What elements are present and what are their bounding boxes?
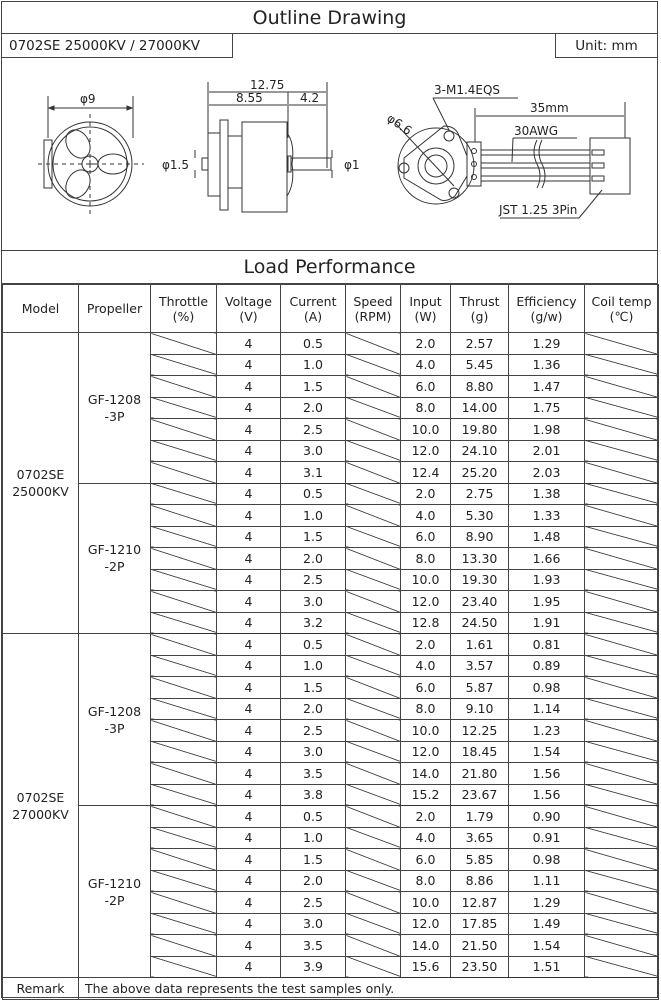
current-cell: 1.0 (281, 827, 346, 849)
speed-cell-empty (346, 548, 401, 570)
input-cell: 14.0 (401, 763, 451, 785)
efficiency-cell: 1.23 (509, 720, 585, 742)
input-cell: 4.0 (401, 354, 451, 376)
voltage-cell: 4 (217, 376, 281, 398)
input-cell: 10.0 (401, 892, 451, 914)
voltage-cell: 4 (217, 655, 281, 677)
efficiency-cell: 1.47 (509, 376, 585, 398)
outline-drawing-title: Outline Drawing (2, 2, 657, 34)
thrust-cell: 3.57 (451, 655, 509, 677)
speed-cell-empty (346, 784, 401, 806)
coil-temp-cell-empty (585, 354, 659, 376)
voltage-cell: 4 (217, 956, 281, 978)
efficiency-cell: 1.29 (509, 333, 585, 355)
voltage-cell: 4 (217, 698, 281, 720)
voltage-cell: 4 (217, 333, 281, 355)
current-cell: 2.0 (281, 698, 346, 720)
efficiency-cell: 0.98 (509, 849, 585, 871)
voltage-cell: 4 (217, 483, 281, 505)
current-cell: 0.5 (281, 634, 346, 656)
input-cell: 12.0 (401, 440, 451, 462)
speed-cell-empty (346, 419, 401, 441)
input-cell: 14.0 (401, 935, 451, 957)
voltage-cell: 4 (217, 397, 281, 419)
efficiency-cell: 1.75 (509, 397, 585, 419)
speed-cell-empty (346, 591, 401, 613)
voltage-cell: 4 (217, 849, 281, 871)
speed-cell-empty (346, 440, 401, 462)
throttle-cell-empty (151, 913, 217, 935)
col-model: Model (3, 285, 79, 333)
remark-label: Remark (3, 978, 79, 1000)
current-cell: 1.5 (281, 376, 346, 398)
speed-cell-empty (346, 956, 401, 978)
thrust-cell: 5.30 (451, 505, 509, 527)
thrust-cell: 8.80 (451, 376, 509, 398)
speed-cell-empty (346, 892, 401, 914)
throttle-cell-empty (151, 806, 217, 828)
input-cell: 15.2 (401, 784, 451, 806)
thrust-cell: 13.30 (451, 548, 509, 570)
input-cell: 8.0 (401, 698, 451, 720)
table-body (3, 333, 659, 978)
thrust-cell: 18.45 (451, 741, 509, 763)
col-voltage: Voltage (V) (217, 285, 281, 333)
coil-temp-cell-empty (585, 741, 659, 763)
thrust-cell: 1.61 (451, 634, 509, 656)
coil-temp-cell-empty (585, 376, 659, 398)
thrust-cell: 5.45 (451, 354, 509, 376)
current-cell: 1.5 (281, 677, 346, 699)
efficiency-cell: 1.49 (509, 913, 585, 935)
speed-cell-empty (346, 655, 401, 677)
efficiency-cell: 0.89 (509, 655, 585, 677)
thrust-cell: 5.85 (451, 849, 509, 871)
propeller-cell: GF-1210 -2P (79, 483, 151, 634)
load-performance-title: Load Performance (2, 250, 657, 284)
throttle-cell-empty (151, 397, 217, 419)
remark-row (3, 978, 659, 1000)
thrust-cell: 24.50 (451, 612, 509, 634)
col-input: Input (W) (401, 285, 451, 333)
speed-cell-empty (346, 870, 401, 892)
throttle-cell-empty (151, 548, 217, 570)
input-cell: 6.0 (401, 849, 451, 871)
efficiency-cell: 1.66 (509, 548, 585, 570)
current-cell: 3.0 (281, 591, 346, 613)
overall-length-label: 12.75 (250, 78, 285, 92)
thrust-cell: 12.25 (451, 720, 509, 742)
voltage-cell: 4 (217, 763, 281, 785)
voltage-cell: 4 (217, 806, 281, 828)
col-thrust: Thrust (g) (451, 285, 509, 333)
thrust-cell: 23.40 (451, 591, 509, 613)
voltage-cell: 4 (217, 591, 281, 613)
thrust-cell: 3.65 (451, 827, 509, 849)
current-cell: 3.0 (281, 440, 346, 462)
cable-length-label: 35mm (530, 101, 569, 115)
efficiency-cell: 2.01 (509, 440, 585, 462)
throttle-cell-empty (151, 892, 217, 914)
base-diameter-label: φ1.5 (162, 158, 189, 172)
throttle-cell-empty (151, 376, 217, 398)
current-cell: 2.5 (281, 419, 346, 441)
current-cell: 2.0 (281, 548, 346, 570)
input-cell: 12.0 (401, 591, 451, 613)
coil-temp-cell-empty (585, 569, 659, 591)
thrust-cell: 9.10 (451, 698, 509, 720)
table-header-row (3, 285, 659, 333)
thrust-cell: 2.75 (451, 483, 509, 505)
throttle-cell-empty (151, 505, 217, 527)
input-cell: 8.0 (401, 548, 451, 570)
current-cell: 3.0 (281, 741, 346, 763)
speed-cell-empty (346, 806, 401, 828)
efficiency-cell: 2.03 (509, 462, 585, 484)
table-row (3, 806, 659, 828)
speed-cell-empty (346, 849, 401, 871)
efficiency-cell: 1.38 (509, 483, 585, 505)
voltage-cell: 4 (217, 548, 281, 570)
throttle-cell-empty (151, 720, 217, 742)
current-cell: 2.5 (281, 569, 346, 591)
efficiency-cell: 1.56 (509, 763, 585, 785)
efficiency-cell: 1.54 (509, 741, 585, 763)
input-cell: 4.0 (401, 655, 451, 677)
efficiency-cell: 0.90 (509, 806, 585, 828)
mount-diameter-label: φ6.6 (384, 110, 415, 138)
thrust-cell: 8.86 (451, 870, 509, 892)
throttle-cell-empty (151, 698, 217, 720)
input-cell: 2.0 (401, 483, 451, 505)
shaft-length-label: 4.2 (300, 91, 320, 105)
input-cell: 8.0 (401, 397, 451, 419)
input-cell: 2.0 (401, 333, 451, 355)
throttle-cell-empty (151, 935, 217, 957)
input-cell: 12.4 (401, 462, 451, 484)
current-cell: 3.2 (281, 612, 346, 634)
input-cell: 12.0 (401, 913, 451, 935)
throttle-cell-empty (151, 677, 217, 699)
throttle-cell-empty (151, 763, 217, 785)
voltage-cell: 4 (217, 354, 281, 376)
current-cell: 1.0 (281, 354, 346, 376)
voltage-cell: 4 (217, 784, 281, 806)
current-cell: 3.1 (281, 462, 346, 484)
input-cell: 8.0 (401, 870, 451, 892)
thrust-cell: 23.67 (451, 784, 509, 806)
efficiency-cell: 1.48 (509, 526, 585, 548)
speed-cell-empty (346, 354, 401, 376)
body-length-label: 8.55 (236, 91, 263, 105)
speed-cell-empty (346, 741, 401, 763)
coil-temp-cell-empty (585, 913, 659, 935)
voltage-cell: 4 (217, 569, 281, 591)
current-cell: 3.8 (281, 784, 346, 806)
thrust-cell: 5.87 (451, 677, 509, 699)
wire-gauge-label: 30AWG (514, 124, 558, 138)
thrust-cell: 25.20 (451, 462, 509, 484)
current-cell: 0.5 (281, 806, 346, 828)
current-cell: 3.5 (281, 935, 346, 957)
throttle-cell-empty (151, 526, 217, 548)
speed-cell-empty (346, 462, 401, 484)
coil-temp-cell-empty (585, 720, 659, 742)
col-current: Current (A) (281, 285, 346, 333)
voltage-cell: 4 (217, 720, 281, 742)
current-cell: 0.5 (281, 483, 346, 505)
input-cell: 10.0 (401, 720, 451, 742)
current-cell: 3.0 (281, 913, 346, 935)
voltage-cell: 4 (217, 526, 281, 548)
throttle-cell-empty (151, 634, 217, 656)
efficiency-cell: 1.11 (509, 870, 585, 892)
rear-view-icon (396, 98, 630, 218)
coil-temp-cell-empty (585, 806, 659, 828)
throttle-cell-empty (151, 849, 217, 871)
voltage-cell: 4 (217, 419, 281, 441)
efficiency-cell: 1.93 (509, 569, 585, 591)
remark-text: The above data represents the test samples only. (79, 978, 659, 1000)
propeller-cell: GF-1208 -3P (79, 634, 151, 806)
speed-cell-empty (346, 483, 401, 505)
throttle-cell-empty (151, 784, 217, 806)
spec-sheet (1, 1, 658, 998)
thrust-cell: 21.50 (451, 935, 509, 957)
thrust-cell: 12.87 (451, 892, 509, 914)
coil-temp-cell-empty (585, 505, 659, 527)
coil-temp-cell-empty (585, 333, 659, 355)
propeller-cell: GF-1208 -3P (79, 333, 151, 484)
input-cell: 2.0 (401, 634, 451, 656)
speed-cell-empty (346, 913, 401, 935)
throttle-cell-empty (151, 956, 217, 978)
thrust-cell: 23.50 (451, 956, 509, 978)
input-cell: 6.0 (401, 376, 451, 398)
voltage-cell: 4 (217, 634, 281, 656)
current-cell: 1.5 (281, 849, 346, 871)
voltage-cell: 4 (217, 677, 281, 699)
coil-temp-cell-empty (585, 548, 659, 570)
coil-temp-cell-empty (585, 612, 659, 634)
efficiency-cell: 0.91 (509, 827, 585, 849)
throttle-cell-empty (151, 569, 217, 591)
efficiency-cell: 1.98 (509, 419, 585, 441)
thrust-cell: 14.00 (451, 397, 509, 419)
thrust-cell: 24.10 (451, 440, 509, 462)
speed-cell-empty (346, 569, 401, 591)
coil-temp-cell-empty (585, 935, 659, 957)
efficiency-cell: 1.36 (509, 354, 585, 376)
current-cell: 3.5 (281, 763, 346, 785)
coil-temp-cell-empty (585, 784, 659, 806)
current-cell: 2.0 (281, 397, 346, 419)
coil-temp-cell-empty (585, 827, 659, 849)
current-cell: 0.5 (281, 333, 346, 355)
voltage-cell: 4 (217, 827, 281, 849)
voltage-cell: 4 (217, 462, 281, 484)
current-cell: 1.5 (281, 526, 346, 548)
shaft-diameter-label: φ1 (344, 158, 360, 172)
col-propeller: Propeller (79, 285, 151, 333)
voltage-cell: 4 (217, 870, 281, 892)
throttle-cell-empty (151, 827, 217, 849)
voltage-cell: 4 (217, 892, 281, 914)
front-view-icon (38, 96, 144, 218)
current-cell: 2.5 (281, 720, 346, 742)
motor-drawing-svg (2, 58, 658, 251)
voltage-cell: 4 (217, 505, 281, 527)
speed-cell-empty (346, 677, 401, 699)
input-cell: 2.0 (401, 806, 451, 828)
unit-label: Unit: mm (555, 34, 657, 58)
voltage-cell: 4 (217, 612, 281, 634)
coil-temp-cell-empty (585, 397, 659, 419)
current-cell: 1.0 (281, 655, 346, 677)
col-efficiency: Efficiency (g/w) (509, 285, 585, 333)
speed-cell-empty (346, 698, 401, 720)
efficiency-cell: 1.51 (509, 956, 585, 978)
input-cell: 6.0 (401, 677, 451, 699)
efficiency-cell: 0.98 (509, 677, 585, 699)
coil-temp-cell-empty (585, 892, 659, 914)
model-label: 0702SE 25000KV / 27000KV (2, 34, 233, 58)
throttle-cell-empty (151, 612, 217, 634)
input-cell: 6.0 (401, 526, 451, 548)
speed-cell-empty (346, 720, 401, 742)
coil-temp-cell-empty (585, 483, 659, 505)
current-cell: 1.0 (281, 505, 346, 527)
col-speed: Speed (RPM) (346, 285, 401, 333)
speed-cell-empty (346, 333, 401, 355)
speed-cell-empty (346, 505, 401, 527)
throttle-cell-empty (151, 462, 217, 484)
speed-cell-empty (346, 827, 401, 849)
speed-cell-empty (346, 612, 401, 634)
throttle-cell-empty (151, 419, 217, 441)
table-row (3, 333, 659, 355)
input-cell: 12.8 (401, 612, 451, 634)
throttle-cell-empty (151, 870, 217, 892)
speed-cell-empty (346, 376, 401, 398)
col-throttle: Throttle (%) (151, 285, 217, 333)
propeller-cell: GF-1210 -2P (79, 806, 151, 978)
connector-label: JST 1.25 3Pin (499, 203, 578, 217)
speed-cell-empty (346, 397, 401, 419)
throttle-cell-empty (151, 333, 217, 355)
speed-cell-empty (346, 634, 401, 656)
input-cell: 10.0 (401, 419, 451, 441)
efficiency-cell: 1.54 (509, 935, 585, 957)
coil-temp-cell-empty (585, 526, 659, 548)
model-cell: 0702SE 27000KV (3, 634, 79, 978)
table-row (3, 483, 659, 505)
efficiency-cell: 1.91 (509, 612, 585, 634)
efficiency-cell: 1.29 (509, 892, 585, 914)
voltage-cell: 4 (217, 741, 281, 763)
current-cell: 2.5 (281, 892, 346, 914)
load-performance-table (2, 284, 659, 1000)
voltage-cell: 4 (217, 935, 281, 957)
coil-temp-cell-empty (585, 419, 659, 441)
current-cell: 2.0 (281, 870, 346, 892)
table-row (3, 634, 659, 656)
coil-temp-cell-empty (585, 870, 659, 892)
thrust-cell: 19.80 (451, 419, 509, 441)
throttle-cell-empty (151, 354, 217, 376)
coil-temp-cell-empty (585, 677, 659, 699)
input-cell: 4.0 (401, 827, 451, 849)
throttle-cell-empty (151, 483, 217, 505)
coil-temp-cell-empty (585, 956, 659, 978)
col-coil-temp: Coil temp (℃) (585, 285, 659, 333)
efficiency-cell: 0.81 (509, 634, 585, 656)
front-diameter-label: φ9 (80, 92, 96, 106)
thrust-cell: 17.85 (451, 913, 509, 935)
voltage-cell: 4 (217, 913, 281, 935)
outline-drawing (2, 58, 657, 251)
coil-temp-cell-empty (585, 698, 659, 720)
thrust-cell: 2.57 (451, 333, 509, 355)
efficiency-cell: 1.56 (509, 784, 585, 806)
thrust-cell: 19.30 (451, 569, 509, 591)
screw-label: 3-M1.4EQS (434, 83, 501, 97)
coil-temp-cell-empty (585, 440, 659, 462)
coil-temp-cell-empty (585, 591, 659, 613)
efficiency-cell: 1.95 (509, 591, 585, 613)
efficiency-cell: 1.14 (509, 698, 585, 720)
input-cell: 12.0 (401, 741, 451, 763)
coil-temp-cell-empty (585, 763, 659, 785)
current-cell: 3.9 (281, 956, 346, 978)
model-cell: 0702SE 25000KV (3, 333, 79, 634)
input-cell: 10.0 (401, 569, 451, 591)
efficiency-cell: 1.33 (509, 505, 585, 527)
coil-temp-cell-empty (585, 634, 659, 656)
input-cell: 15.6 (401, 956, 451, 978)
throttle-cell-empty (151, 440, 217, 462)
thrust-cell: 21.80 (451, 763, 509, 785)
voltage-cell: 4 (217, 440, 281, 462)
speed-cell-empty (346, 526, 401, 548)
speed-cell-empty (346, 935, 401, 957)
throttle-cell-empty (151, 741, 217, 763)
speed-cell-empty (346, 763, 401, 785)
throttle-cell-empty (151, 655, 217, 677)
coil-temp-cell-empty (585, 462, 659, 484)
coil-temp-cell-empty (585, 655, 659, 677)
throttle-cell-empty (151, 591, 217, 613)
thrust-cell: 1.79 (451, 806, 509, 828)
input-cell: 4.0 (401, 505, 451, 527)
coil-temp-cell-empty (585, 849, 659, 871)
thrust-cell: 8.90 (451, 526, 509, 548)
